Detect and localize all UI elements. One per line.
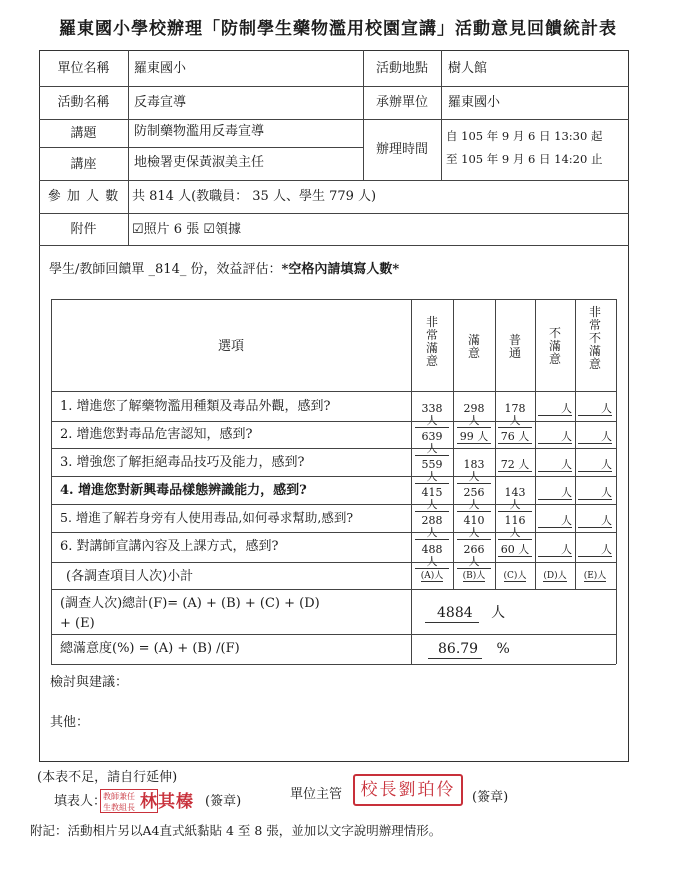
sign-label-2: (簽章) bbox=[472, 790, 509, 805]
count-cell: 人 bbox=[578, 403, 612, 416]
activity-value: 反毒宣導 bbox=[134, 95, 187, 110]
subtotal-label: (各調查項目人次)小計 bbox=[66, 569, 194, 584]
count-cell: 256 人 bbox=[457, 487, 491, 512]
feedback-line bbox=[49, 263, 399, 276]
satisfaction-value: 86.79 bbox=[428, 641, 482, 659]
table-border bbox=[51, 299, 616, 300]
time-from: 自 105 年 9 月 6 日 13:30 起 bbox=[446, 129, 603, 143]
option-header: 選項 bbox=[217, 339, 244, 354]
item-text: 6. 對講師宣講內容及上課方式，感到? bbox=[60, 539, 279, 554]
total-value-box bbox=[425, 606, 575, 620]
count-cell: 人 bbox=[538, 487, 572, 500]
supervisor-stamp: 校長劉珀伶 bbox=[353, 774, 463, 806]
count-cell: 人 bbox=[578, 544, 612, 557]
col-divider bbox=[495, 299, 496, 589]
count-cell: 人 bbox=[578, 459, 612, 472]
feedback-note: *空格內請填寫人數* bbox=[281, 262, 400, 277]
other-label: 其他： bbox=[50, 715, 90, 730]
supervisor-label: 單位主管 bbox=[290, 787, 343, 802]
item-text: 4. 增進您對新興毒品樣態辨識能力，感到? bbox=[60, 483, 307, 498]
count-cell: 266 人 bbox=[457, 544, 491, 569]
topic-value: 防制藥物濫用反毒宣導 bbox=[134, 124, 265, 139]
row-divider bbox=[51, 476, 616, 477]
header-very-satisfied: 非常滿意 bbox=[425, 315, 438, 368]
satisfaction-unit: % bbox=[496, 641, 510, 657]
row-divider bbox=[51, 448, 616, 449]
total-unit: 人 bbox=[491, 605, 506, 621]
attachments-label: 附件 bbox=[70, 222, 97, 237]
header-very-dissatisfied: 非常不滿意 bbox=[588, 305, 601, 371]
table-border bbox=[51, 299, 52, 664]
count-cell: 143 人 bbox=[498, 487, 532, 512]
time-to: 至 105 年 9 月 6 日 14:20 止 bbox=[446, 152, 603, 166]
count-cell: 178 人 bbox=[498, 403, 532, 428]
organizer-label: 承辦單位 bbox=[375, 95, 428, 110]
subtotal-d: (D)人 bbox=[543, 571, 567, 581]
row-divider bbox=[51, 562, 616, 563]
total-label-line2: + (E) bbox=[60, 616, 95, 631]
satisfaction-label: 總滿意度(%) = (A) + (B) /(F) bbox=[60, 641, 240, 656]
item-text: 1. 增進您了解藥物濫用種類及毒品外觀，感到? bbox=[60, 399, 331, 414]
count-cell: 人 bbox=[578, 487, 612, 500]
extend-note: (本表不足，請自行延伸) bbox=[37, 770, 178, 785]
appendix-note: 附記：活動相片另以A4直式紙黏貼 4 至 8 張，並加以文字說明辦理情形。 bbox=[30, 823, 442, 838]
table-border bbox=[616, 299, 617, 664]
attachments-value: ☑照片 6 張 ☑領據 bbox=[132, 222, 241, 237]
total-value: 4884 bbox=[425, 605, 479, 623]
count-cell: 人 bbox=[538, 459, 572, 472]
col-divider bbox=[128, 50, 129, 245]
count-cell: 298 人 bbox=[457, 403, 491, 428]
count-cell: 338 人 bbox=[415, 403, 449, 428]
row-divider bbox=[51, 634, 616, 635]
row-divider bbox=[39, 245, 629, 246]
count-cell: 60 人 bbox=[498, 544, 532, 557]
unit-label: 單位名稱 bbox=[57, 61, 110, 76]
participants-label: 參 加 人 數 bbox=[47, 189, 120, 204]
subtotal-a: (A)人 bbox=[420, 571, 444, 581]
subtotal-b: (B)人 bbox=[462, 571, 486, 581]
col-divider bbox=[575, 299, 576, 589]
table-border bbox=[51, 664, 616, 665]
item-text: 5. 增進了解若身旁有人使用毒品,如何尋求幫助,感到? bbox=[60, 510, 354, 525]
venue-value: 樹人館 bbox=[448, 61, 488, 76]
filler-label: 填表人： bbox=[54, 794, 107, 809]
review-label: 檢討與建議： bbox=[50, 675, 129, 690]
time-label: 辦理時間 bbox=[375, 142, 428, 157]
total-label-line1: (調查人次)總計(F)= (A) + (B) + (C) + (D) bbox=[60, 596, 320, 611]
organizer-value: 羅東國小 bbox=[448, 95, 501, 110]
topic-label: 講題 bbox=[70, 126, 97, 141]
item-text: 3. 增強您了解拒絕毒品技巧及能力，感到? bbox=[60, 455, 305, 470]
row-divider bbox=[39, 147, 363, 148]
row-divider bbox=[51, 391, 616, 392]
col-divider bbox=[453, 299, 454, 589]
item-text: 2. 增進您對毒品危害認知，感到? bbox=[60, 427, 253, 442]
speaker-value: 地檢署吏保黃淑美主任 bbox=[134, 155, 265, 170]
filler-stamp-line1: 教師兼任 bbox=[103, 792, 135, 801]
count-cell: 183 人 bbox=[457, 459, 491, 484]
unit-value: 羅東國小 bbox=[134, 61, 187, 76]
header-dissatisfied: 不滿意 bbox=[548, 326, 561, 366]
participants-value: 共 814 人(教職員： 35 人、學生 779 人) bbox=[132, 189, 377, 204]
count-cell: 人 bbox=[578, 431, 612, 444]
row-divider bbox=[51, 589, 616, 590]
subtotal-e: (E)人 bbox=[583, 571, 607, 581]
col-divider bbox=[441, 50, 442, 180]
sign-label-1: (簽章) bbox=[205, 794, 242, 809]
venue-label: 活動地點 bbox=[375, 61, 428, 76]
subtotal-c: (C)人 bbox=[503, 571, 527, 581]
feedback-count: _814_ bbox=[148, 262, 187, 277]
filler-stamp-line2: 生教組長 bbox=[103, 803, 135, 812]
activity-label: 活動名稱 bbox=[57, 95, 110, 110]
count-cell: 639 人 bbox=[415, 431, 449, 456]
filler-name-stamp: 林其榛 bbox=[140, 792, 194, 812]
col-divider bbox=[411, 299, 412, 664]
count-cell: 72 人 bbox=[498, 459, 532, 472]
satisfaction-value-box bbox=[428, 642, 510, 656]
count-cell: 人 bbox=[538, 544, 572, 557]
count-cell: 人 bbox=[578, 515, 612, 528]
count-cell: 人 bbox=[538, 403, 572, 416]
count-cell: 559 人 bbox=[415, 459, 449, 484]
count-cell: 116 人 bbox=[498, 515, 532, 540]
header-neutral: 普通 bbox=[508, 333, 521, 360]
feedback-prefix: 學生/教師回饋單 bbox=[49, 262, 145, 277]
count-cell: 410 人 bbox=[457, 515, 491, 540]
count-cell: 人 bbox=[538, 515, 572, 528]
feedback-suffix: 份，效益評估： bbox=[190, 262, 282, 277]
count-cell: 人 bbox=[538, 431, 572, 444]
count-cell: 288 人 bbox=[415, 515, 449, 540]
count-cell: 488 人 bbox=[415, 544, 449, 569]
page-title: 羅東國小學校辦理「防制學生藥物濫用校園宣講」活動意見回饋統計表 bbox=[59, 19, 617, 39]
count-cell: 415 人 bbox=[415, 487, 449, 512]
speaker-label: 講座 bbox=[70, 157, 97, 172]
col-divider bbox=[535, 299, 536, 589]
count-cell: 99 人 bbox=[457, 431, 491, 444]
header-satisfied: 滿意 bbox=[467, 333, 480, 360]
count-cell: 76 人 bbox=[498, 431, 532, 444]
